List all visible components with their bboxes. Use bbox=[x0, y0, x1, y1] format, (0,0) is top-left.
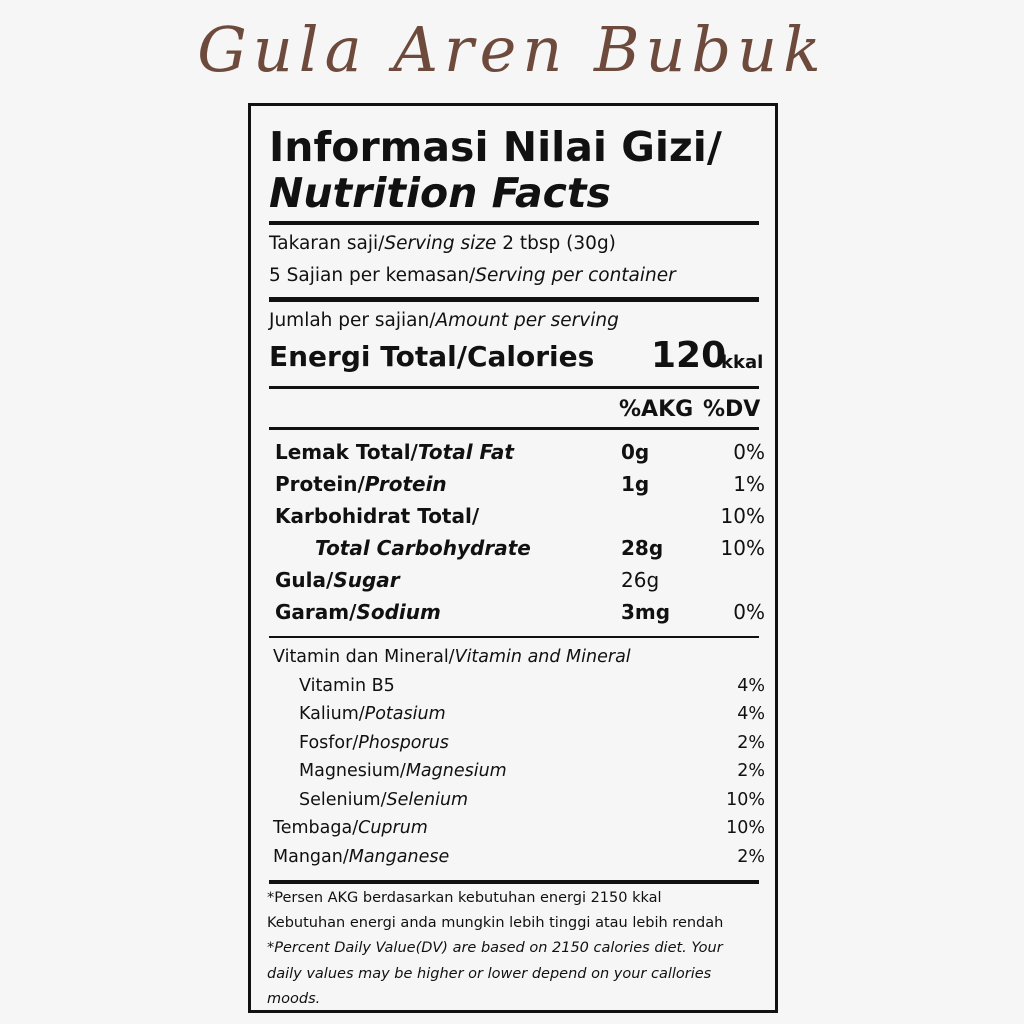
footnote-line: moods. bbox=[267, 991, 321, 1007]
nutrition-label bbox=[248, 103, 778, 1013]
serving-size-en: Serving size bbox=[384, 233, 497, 254]
vitamin-dv: 4% bbox=[737, 676, 765, 696]
nutrient-row-total-fat bbox=[251, 437, 775, 467]
vitamin-label: Selenium/Selenium bbox=[299, 790, 469, 810]
nutrient-dv: 0% bbox=[733, 440, 765, 464]
vitamin-dv: 2% bbox=[737, 733, 765, 753]
vitamin-label: Fosfor/Phosporus bbox=[299, 733, 449, 753]
vitamin-dv: 10% bbox=[726, 790, 765, 810]
serving-size bbox=[269, 232, 616, 256]
vitamin-label: Tembaga/Cuprum bbox=[273, 818, 428, 838]
nutrient-row-protein bbox=[251, 469, 775, 499]
vitamin-heading-id: Vitamin dan Mineral/ bbox=[273, 647, 455, 667]
nutrient-label: Garam/Sodium bbox=[275, 600, 441, 624]
nutrient-amount: 1g bbox=[621, 472, 650, 496]
nutrient-dv: 10% bbox=[720, 504, 765, 528]
vitamin-heading bbox=[251, 643, 775, 671]
footnote-line: Kebutuhan energi anda mungkin lebih tinggi atau lebih rendah bbox=[267, 915, 724, 931]
divider bbox=[269, 427, 759, 430]
vitamin-label: Mangan/Manganese bbox=[273, 847, 450, 867]
divider bbox=[269, 636, 759, 638]
nutrient-row-carbohydrate-en bbox=[251, 533, 775, 563]
nutrient-label: Total Carbohydrate bbox=[315, 536, 531, 560]
energy-value: 120 bbox=[651, 335, 727, 376]
vitamin-row bbox=[251, 672, 775, 700]
divider bbox=[269, 386, 759, 389]
footnote-line: *Percent Daily Value(DV) are based on 2150 calories diet. Your bbox=[267, 940, 723, 956]
nutrient-dv: 1% bbox=[733, 472, 765, 496]
nutrient-row-sodium bbox=[251, 597, 775, 627]
vitamin-label: Vitamin B5 bbox=[299, 676, 395, 696]
vitamin-row bbox=[251, 757, 775, 785]
nutrient-label: Gula/Sugar bbox=[275, 568, 400, 592]
label-heading-id: Informasi Nilai Gizi/ bbox=[269, 123, 722, 171]
nutrient-row-sugar bbox=[251, 565, 775, 595]
footnote-line: daily values may be higher or lower depend on your callories bbox=[267, 966, 712, 982]
vitamin-dv: 10% bbox=[726, 818, 765, 838]
energy-unit: kkal bbox=[721, 352, 764, 373]
servings-per-container bbox=[269, 264, 676, 288]
serving-size-id: Takaran saji/ bbox=[269, 233, 385, 254]
dv-column-header: %DV bbox=[703, 397, 761, 422]
amount-per-serving-en: Amount per serving bbox=[435, 310, 619, 331]
nutrient-amount: 26g bbox=[621, 568, 660, 592]
vitamin-label: Kalium/Potasium bbox=[299, 704, 446, 724]
akg-column-header: %AKG bbox=[619, 397, 694, 422]
label-heading-en: Nutrition Facts bbox=[269, 169, 611, 217]
nutrient-label: Lemak Total/Total Fat bbox=[275, 440, 514, 464]
nutrient-dv: 10% bbox=[720, 536, 765, 560]
nutrient-label: Karbohidrat Total/ bbox=[275, 504, 480, 528]
vitamin-row bbox=[251, 814, 775, 842]
vitamin-dv: 2% bbox=[737, 761, 765, 781]
vitamin-row bbox=[251, 700, 775, 728]
energy-label: Energi Total/Calories bbox=[269, 340, 595, 373]
nutrient-amount: 28g bbox=[621, 536, 664, 560]
nutrient-dv: 0% bbox=[733, 600, 765, 624]
product-title: Gula Aren Bubuk bbox=[197, 13, 827, 86]
servings-per-container-id: 5 Sajian per kemasan/ bbox=[269, 265, 476, 286]
nutrient-amount: 0g bbox=[621, 440, 650, 464]
vitamin-label: Magnesium/Magnesium bbox=[299, 761, 507, 781]
nutrient-label: Protein/Protein bbox=[275, 472, 447, 496]
serving-size-value: 2 tbsp (30g) bbox=[496, 233, 616, 254]
servings-per-container-en: Serving per container bbox=[475, 265, 676, 286]
divider bbox=[269, 297, 759, 302]
vitamin-row bbox=[251, 729, 775, 757]
vitamin-row bbox=[251, 786, 775, 814]
amount-per-serving-id: Jumlah per sajian/ bbox=[269, 310, 436, 331]
divider bbox=[269, 221, 759, 225]
nutrient-amount: 3mg bbox=[621, 600, 671, 624]
vitamin-row bbox=[251, 843, 775, 871]
vitamin-heading-en: Vitamin and Mineral bbox=[454, 647, 631, 667]
amount-per-serving bbox=[269, 309, 619, 333]
nutrient-row-carbohydrate-id bbox=[251, 501, 775, 531]
vitamin-dv: 4% bbox=[737, 704, 765, 724]
vitamin-dv: 2% bbox=[737, 847, 765, 867]
footnote-line: *Persen AKG berdasarkan kebutuhan energi 2150 kkal bbox=[267, 890, 662, 906]
divider bbox=[269, 880, 759, 884]
